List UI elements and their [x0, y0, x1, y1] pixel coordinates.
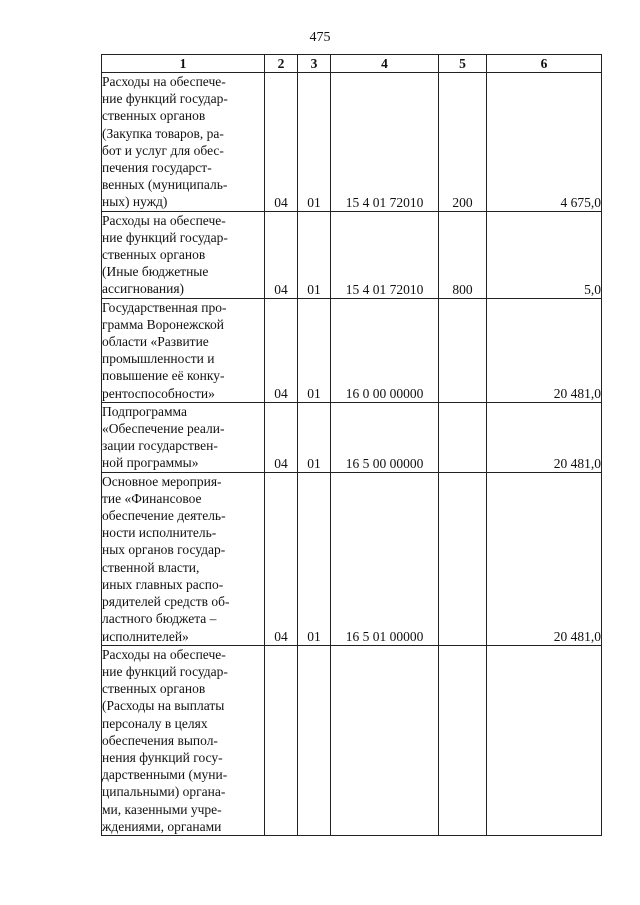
- name-line: ластного бюджета –: [102, 611, 217, 627]
- header-col-2: 2: [265, 55, 298, 73]
- name-line: ципальными) органа-: [102, 784, 226, 800]
- expense-type-cell: 200: [439, 73, 487, 212]
- section-code-cell: 04: [265, 402, 298, 472]
- name-line: области «Развитие: [102, 334, 209, 350]
- row-name-cell: [102, 211, 265, 298]
- page-number: 475: [309, 30, 331, 45]
- name-line: обеспечения выпол-: [102, 732, 218, 748]
- name-line: Подпрограмма: [102, 403, 187, 419]
- name-line: Расходы на обеспече-: [102, 212, 226, 228]
- name-line: (Расходы на выплаты: [102, 698, 225, 714]
- name-line: «Обеспечение реали-: [102, 421, 225, 437]
- table-row: [102, 402, 602, 472]
- amount-cell: 20 481,0: [487, 402, 602, 472]
- name-line: рядителей средств об-: [102, 594, 230, 610]
- name-line: исполнителей»: [102, 628, 189, 644]
- expense-type-cell: [439, 645, 487, 835]
- name-line: нения функций госу-: [102, 749, 223, 765]
- target-article-cell: 16 0 00 00000: [331, 298, 439, 402]
- section-code-cell: 04: [265, 73, 298, 212]
- expense-type-cell: [439, 298, 487, 402]
- subsection-code-cell: 01: [298, 73, 331, 212]
- name-line: ных органов государ-: [102, 542, 226, 558]
- subsection-code-cell: 01: [298, 211, 331, 298]
- name-line: ственных органов: [102, 108, 206, 124]
- name-line: тие «Финансовое: [102, 490, 202, 506]
- name-line: Расходы на обеспече-: [102, 646, 226, 662]
- name-line: грамма Воронежской: [102, 316, 225, 332]
- table-row: [102, 645, 602, 835]
- name-line: ждениями, органами: [102, 818, 222, 834]
- amount-cell: [487, 645, 602, 835]
- name-line: обеспечение деятель-: [102, 508, 226, 524]
- name-line: ной программы»: [102, 455, 199, 471]
- name-line: ных) нужд): [102, 194, 168, 210]
- amount-cell: 5,0: [487, 211, 602, 298]
- name-line: ственной власти,: [102, 559, 200, 575]
- name-line: иных главных распо-: [102, 576, 224, 592]
- header-col-1: 1: [102, 55, 265, 73]
- table-row: [102, 298, 602, 402]
- row-name-cell: [102, 402, 265, 472]
- name-line: ние функций государ-: [102, 663, 228, 679]
- header-row: [102, 55, 602, 73]
- table-row: [102, 211, 602, 298]
- subsection-code-cell: 01: [298, 298, 331, 402]
- section-code-cell: [265, 645, 298, 835]
- subsection-code-cell: [298, 645, 331, 835]
- name-line: венных (муниципаль-: [102, 177, 228, 193]
- section-code-cell: 04: [265, 472, 298, 645]
- amount-cell: 20 481,0: [487, 472, 602, 645]
- name-line: промышленности и: [102, 351, 215, 367]
- row-name-cell: [102, 645, 265, 835]
- row-name-cell: [102, 73, 265, 212]
- table-row: [102, 73, 602, 212]
- name-line: дарственными (муни-: [102, 767, 228, 783]
- name-line: ассигнования): [102, 281, 185, 297]
- target-article-cell: 16 5 01 00000: [331, 472, 439, 645]
- amount-cell: 4 675,0: [487, 73, 602, 212]
- expense-type-cell: [439, 402, 487, 472]
- name-line: зации государствен-: [102, 438, 218, 454]
- section-code-cell: 04: [265, 298, 298, 402]
- subsection-code-cell: 01: [298, 472, 331, 645]
- name-line: ние функций государ-: [102, 229, 228, 245]
- table-row: [102, 472, 602, 645]
- section-code-cell: 04: [265, 211, 298, 298]
- name-line: персоналу в целях: [102, 715, 208, 731]
- header-col-5: 5: [439, 55, 487, 73]
- target-article-cell: 15 4 01 72010: [331, 73, 439, 212]
- name-line: ственных органов: [102, 247, 206, 263]
- name-line: Государственная про-: [102, 299, 227, 315]
- row-name-cell: [102, 298, 265, 402]
- expense-type-cell: 800: [439, 211, 487, 298]
- name-line: бот и услуг для обес-: [102, 142, 224, 158]
- name-line: рентоспособности»: [102, 385, 215, 401]
- header-col-4: 4: [331, 55, 439, 73]
- name-line: повышение её конку-: [102, 368, 225, 384]
- subsection-code-cell: 01: [298, 402, 331, 472]
- name-line: Расходы на обеспече-: [102, 74, 226, 89]
- expense-type-cell: [439, 472, 487, 645]
- amount-cell: 20 481,0: [487, 298, 602, 402]
- name-line: ние функций государ-: [102, 91, 228, 107]
- target-article-cell: [331, 645, 439, 835]
- target-article-cell: 15 4 01 72010: [331, 211, 439, 298]
- name-line: ности исполнитель-: [102, 525, 217, 541]
- row-name-cell: [102, 472, 265, 645]
- target-article-cell: 16 5 00 00000: [331, 402, 439, 472]
- name-line: ми, казенными учре-: [102, 801, 222, 817]
- name-line: ственных органов: [102, 681, 206, 697]
- name-line: (Закупка товаров, ра-: [102, 125, 224, 141]
- header-col-3: 3: [298, 55, 331, 73]
- header-col-6: 6: [487, 55, 602, 73]
- table-body: [102, 73, 602, 836]
- name-line: (Иные бюджетные: [102, 264, 209, 280]
- name-line: Основное мероприя-: [102, 473, 222, 489]
- name-line: печения государст-: [102, 160, 212, 176]
- budget-table: [101, 54, 602, 836]
